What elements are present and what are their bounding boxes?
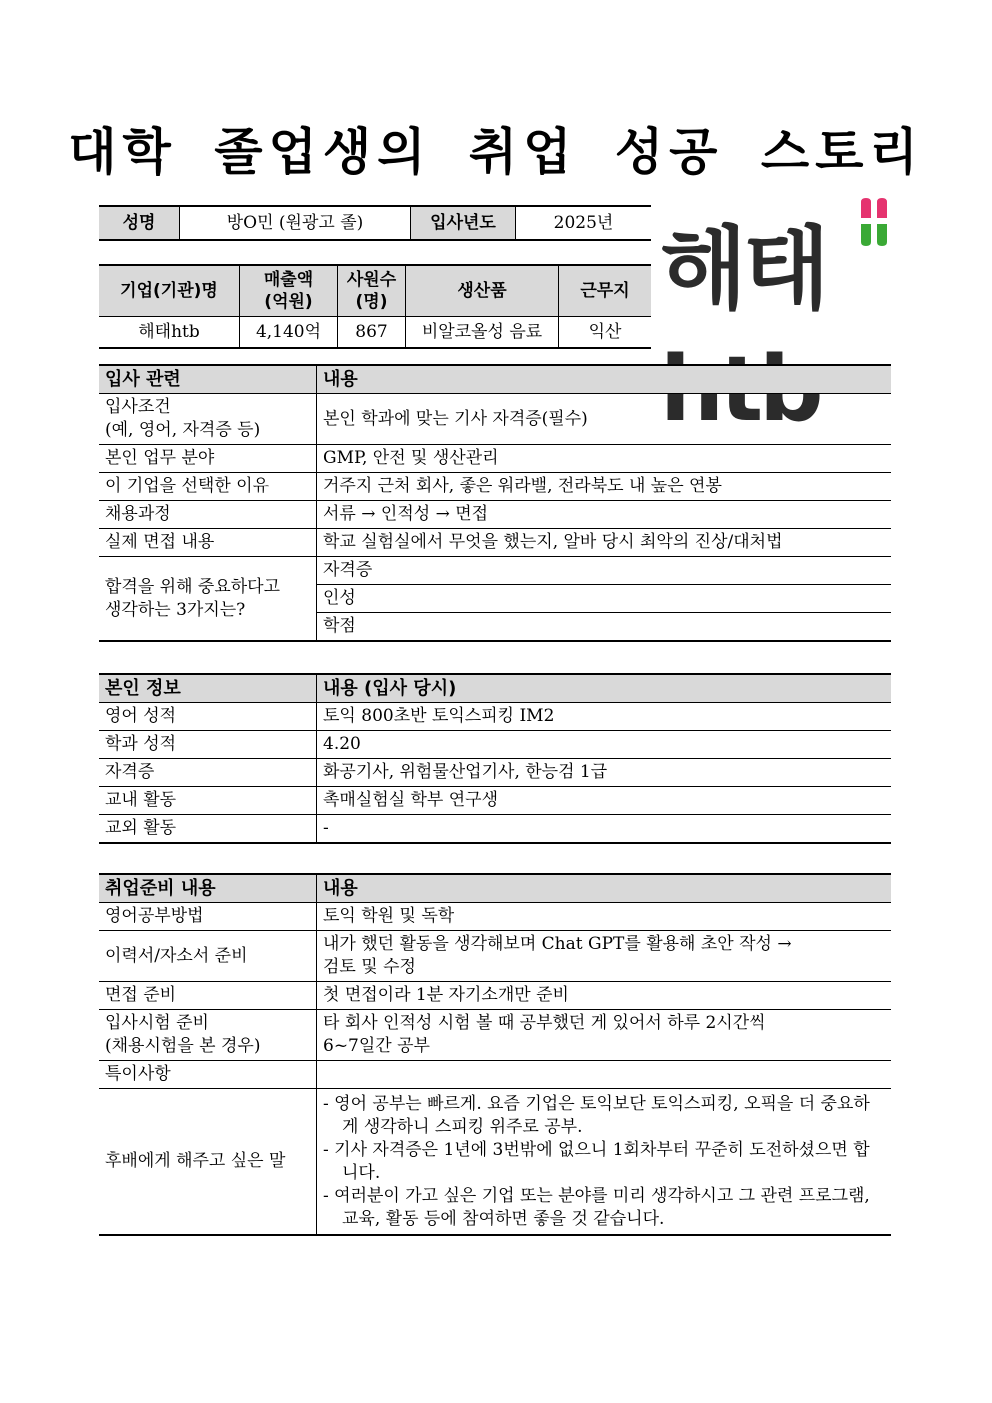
company-logo: [660, 198, 900, 328]
important-factor-item: 자격증: [317, 557, 892, 585]
prep-header-content: 내용: [317, 874, 892, 903]
prep-row-value: 내가 했던 활동을 생각해보며 Chat GPT를 활용해 초안 작성 → 검토 및 수정: [317, 931, 892, 982]
page-title: 대학 졸업생의 취업 성공 스토리: [68, 123, 924, 181]
personal-row-value: 토익 800초반 토익스피킹 IM2: [317, 703, 892, 731]
company-employees: 867: [338, 317, 406, 349]
prep-row-label: 입사시험 준비 (채용시험을 본 경우): [99, 1010, 317, 1061]
job-prep-table: [99, 873, 891, 1236]
personal-row-label: 학과 성적: [99, 731, 317, 759]
prep-row-label: 이력서/자소서 준비: [99, 931, 317, 982]
personal-row-value: 화공기사, 위험물산업기사, 한능검 1급: [317, 759, 892, 787]
logo-wordmark: 해태: [660, 217, 826, 322]
clover-pink-leaf: [861, 198, 887, 218]
company-location: 익산: [559, 317, 652, 349]
advice-item: - 기사 자격증은 1년에 3번밖에 없으니 1회차부터 꾸준히 도전하셨으면 합니다.: [323, 1139, 870, 1183]
important-factor-item: 학점: [317, 613, 892, 642]
prep-row-value: 첫 면접이라 1분 자기소개만 준비: [317, 982, 892, 1010]
prep-row-label: 특이사항: [99, 1061, 317, 1089]
hiring-row-value: 학교 실험실에서 무엇을 했는지, 알바 당시 최악의 진상/대처법: [317, 529, 892, 557]
prep-row-label: 면접 준비: [99, 982, 317, 1010]
hiring-row-value: 거주지 근처 회사, 좋은 워라밸, 전라북도 내 높은 연봉: [317, 473, 892, 501]
prep-row-label: 영어공부방법: [99, 903, 317, 931]
prep-row-value: 타 회사 인적성 시험 볼 때 공부했던 게 있어서 하루 2시간씩 6~7일간 공부: [317, 1010, 892, 1061]
hiring-row-label: 실제 면접 내용: [99, 529, 317, 557]
personal-info-table: [99, 673, 891, 844]
hiring-row-label: 이 기업을 선택한 이유: [99, 473, 317, 501]
hiring-row-value: GMP, 안전 및 생산관리: [317, 445, 892, 473]
company-products: 비알코올성 음료: [406, 317, 559, 349]
hire-year-value: 2025년: [516, 206, 652, 240]
prep-row-value: 토익 학원 및 독학: [317, 903, 892, 931]
advice-label: 후배에게 해주고 싶은 말: [99, 1089, 317, 1236]
hiring-row-label: 입사조건 (예, 영어, 자격증 등): [99, 394, 317, 445]
hiring-header-content: 내용: [317, 365, 892, 394]
clover-green-leaf: [861, 224, 887, 246]
company-info-table: [99, 264, 651, 349]
prep-header-label: 취업준비 내용: [99, 874, 317, 903]
personal-header-content: 내용 (입사 당시): [317, 674, 892, 703]
personal-row-label: 교내 활동: [99, 787, 317, 815]
important-factors-label: 합격을 위해 중요하다고 생각하는 3가지는?: [99, 557, 317, 642]
personal-row-label: 영어 성적: [99, 703, 317, 731]
personal-row-value: 촉매실험실 학부 연구생: [317, 787, 892, 815]
company-header-employees: 사원수 (명): [338, 265, 406, 317]
company-header-products: 생산품: [406, 265, 559, 317]
personal-row-value: 4.20: [317, 731, 892, 759]
company-header-revenue: 매출액 (억원): [240, 265, 338, 317]
hiring-row-label: 본인 업무 분야: [99, 445, 317, 473]
personal-row-value: -: [317, 815, 892, 844]
important-factor-item: 인성: [317, 585, 892, 613]
advice-item: - 여러분이 가고 싶은 기업 또는 분야를 미리 생각하시고 그 관련 프로그램, 교육, 활동 등에 참여하면 좋을 것 같습니다.: [323, 1185, 870, 1229]
advice-content: [317, 1089, 892, 1236]
personal-header-label: 본인 정보: [99, 674, 317, 703]
prep-row-value: [317, 1061, 892, 1089]
hire-year-label: 입사년도: [411, 206, 516, 240]
advice-item: - 영어 공부는 빠르게. 요즘 기업은 토익보단 토익스피킹, 오픽을 더 중요하게 생각하니 스피킹 위주로 공부.: [323, 1093, 870, 1137]
company-header-location: 근무지: [559, 265, 652, 317]
hiring-info-table: [99, 364, 891, 642]
hiring-header-label: 입사 관련: [99, 365, 317, 394]
personal-row-label: 자격증: [99, 759, 317, 787]
name-label: 성명: [99, 206, 180, 240]
hiring-row-value: 서류 → 인적성 → 면접: [317, 501, 892, 529]
personal-row-label: 교외 활동: [99, 815, 317, 844]
company-header-name: 기업(기관)명: [99, 265, 240, 317]
name-value: 방O민 (원광고 졸): [180, 206, 411, 240]
company-revenue: 4,140억: [240, 317, 338, 349]
hiring-row-value: 본인 학과에 맞는 기사 자격증(필수): [317, 394, 892, 445]
company-name: 해태htb: [99, 317, 240, 349]
person-info-table: [99, 205, 651, 241]
clover-icon: [857, 198, 897, 254]
hiring-row-label: 채용과정: [99, 501, 317, 529]
